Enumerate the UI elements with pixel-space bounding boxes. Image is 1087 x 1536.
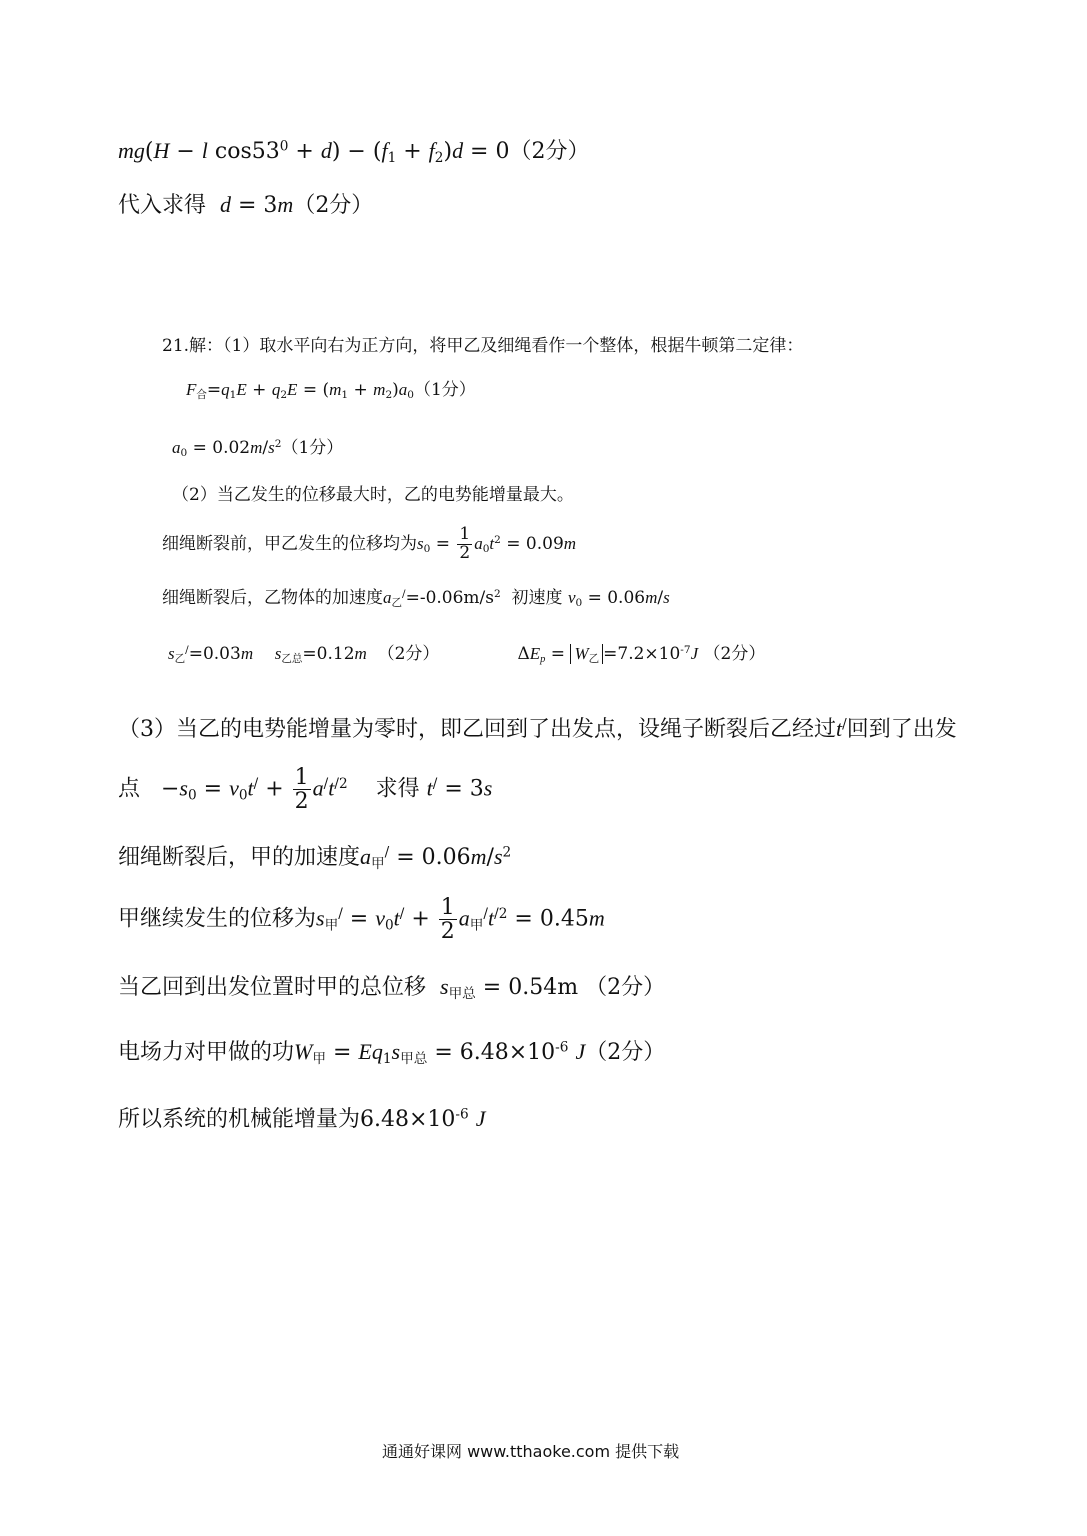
displacement-before-break: 细绳断裂前，甲乙发生的位移均为$s_0$ = $\frac{1}{2}$ $a_0t^2 = 0.09m$ bbox=[162, 524, 577, 563]
displacement-and-energy: $s_乙^/=0.03m$ $s_{乙总}=0.12m$ （2分） $\Delta E_p = W_乙 =7.2\times 10^{-7}J$ （2分） bbox=[168, 644, 766, 666]
result-a0: $a_0 = 0.02m/s^2(1$分） bbox=[172, 438, 344, 460]
result-d: 代入求得 d = 3m（2分） bbox=[118, 192, 374, 218]
equation-return: 点 $-s_0 = v_0t^/$ + $\frac{1}{2}$ $a^/t^{/2}$ 求得 t/ = 3s bbox=[118, 765, 493, 815]
part-3-statement: （3）当乙的电势能增量为零时，即乙回到了出发点，设绳子断裂后乙经过t/回到了出发 bbox=[118, 716, 957, 742]
displacement-jia: 甲继续发生的位移为$s_甲^/ = v_0t^/$ + $\frac{1}{2}$ $a_甲^/t^{/2} = 0.45m$ bbox=[118, 895, 605, 945]
total-displacement-jia: 当乙回到出发位置时甲的总位移 $s_{甲总} = 0.54m$ （2分） bbox=[118, 974, 666, 1003]
page-footer: 通通好课网 www.tthaoke.com 提供下载 bbox=[382, 1442, 680, 1461]
part-2-statement: （2）当乙发生的位移最大时，乙的电势能增量最大。 bbox=[172, 485, 574, 505]
equation-energy: mg(H − l $\cos 53^0 + d) - (f_1 + f_2)d = 0(2$分） bbox=[118, 138, 590, 167]
final-answer: 所以系统的机械能增量为$6.48\times 10^{-6}$ J bbox=[118, 1106, 486, 1132]
work-electric-field: 电场力对甲做的功$W_甲 = Eq_1s_{甲总} = 6.48\times 10^{-6}$ J（2分） bbox=[118, 1039, 666, 1068]
acceleration-jia: 细绳断裂后，甲的加速度$a_甲^/ = 0.06m/s^2$ bbox=[118, 844, 512, 873]
equation-net-force: $F_合=q_1E + q_2E = (m_1 + m_2)a_0(1$分） bbox=[186, 380, 476, 402]
problem-21-intro: 21.解：（1）取水平向右为正方向，将甲乙及细绳看作一个整体，根据牛顿第二定律： bbox=[162, 336, 804, 356]
acceleration-after-break: 细绳断裂后，乙物体的加速度$a_乙^/=-0.06m/s^2$ 初速度 $v_0 = 0.06m/s$ bbox=[162, 588, 670, 610]
